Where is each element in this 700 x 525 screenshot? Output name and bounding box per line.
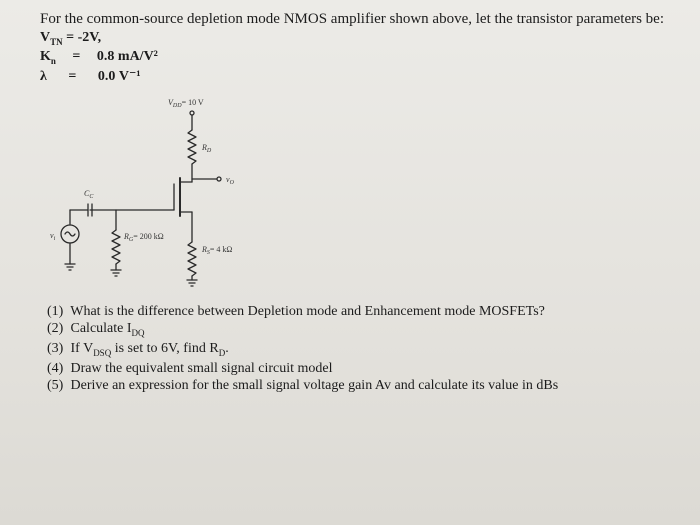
question-5	[47, 378, 687, 395]
param-kn-value: 0.8 mA/V²	[96, 49, 158, 64]
param-kn-symbol: K	[40, 49, 51, 64]
question-list	[47, 304, 687, 394]
circuit-diagram	[40, 92, 360, 292]
question-1	[47, 304, 687, 321]
param-kn	[40, 49, 158, 66]
question-1-number: (1)	[47, 304, 64, 319]
question-3-subscript-b: D	[218, 347, 226, 358]
param-lambda	[40, 68, 141, 85]
vdd-label: $V_{DD}= 10$ V	[168, 98, 204, 109]
question-3-text-c: .	[225, 340, 229, 356]
vo-label: $v_O$	[226, 175, 234, 186]
problem-intro: For the common-source depletion mode NMOS amplifier shown above, let the transistor parameters be:	[40, 11, 665, 27]
param-kn-sub: n	[50, 55, 56, 66]
question-2-text: Calculate I	[70, 320, 132, 336]
vi-label: $v_i$	[50, 231, 56, 242]
question-5-number: (5)	[47, 377, 64, 393]
input-source-wave	[65, 232, 75, 236]
question-3-text-b: is set to 6V, find R	[111, 340, 219, 356]
param-vtn	[40, 30, 101, 47]
output-terminal	[217, 177, 221, 181]
rd-resistor	[188, 130, 196, 164]
question-3-number: (3)	[47, 340, 64, 356]
param-lambda-symbol: λ	[40, 69, 47, 84]
param-lambda-eq: =	[68, 69, 77, 84]
rg-resistor	[112, 230, 120, 264]
question-3-text-a: If V	[70, 340, 94, 356]
rs-resistor	[188, 242, 196, 276]
question-3-subscript-a: DSQ	[93, 347, 112, 358]
question-1-text: What is the difference between Depletion mode and Enhancement mode MOSFETs?	[70, 304, 545, 319]
rs-label: $R_S= 4$ kΩ	[202, 245, 233, 256]
param-lambda-value: 0.0 V⁻¹	[97, 69, 141, 84]
question-2-number: (2)	[47, 320, 64, 336]
param-vtn-sub: TN	[50, 36, 63, 47]
question-4-number: (4)	[47, 361, 64, 377]
question-4-text: Draw the equivalent small signal circuit model	[70, 361, 333, 377]
rd-label: $R_D$	[202, 143, 212, 154]
param-vtn-eq: =	[66, 30, 75, 45]
question-4	[47, 361, 687, 378]
question-2	[47, 321, 687, 341]
param-vtn-symbol: V	[40, 30, 51, 45]
rg-label: $R_G= 200$ kΩ	[124, 232, 164, 243]
param-kn-eq: =	[72, 49, 81, 64]
question-5-text: Derive an expression for the small signal voltage gain Av and calculate its value in dBs	[70, 377, 559, 393]
param-vtn-value: -2V,	[77, 30, 102, 45]
cc-label: $C_C$	[84, 189, 94, 200]
question-3	[47, 341, 687, 361]
question-2-subscript: DQ	[131, 327, 145, 338]
